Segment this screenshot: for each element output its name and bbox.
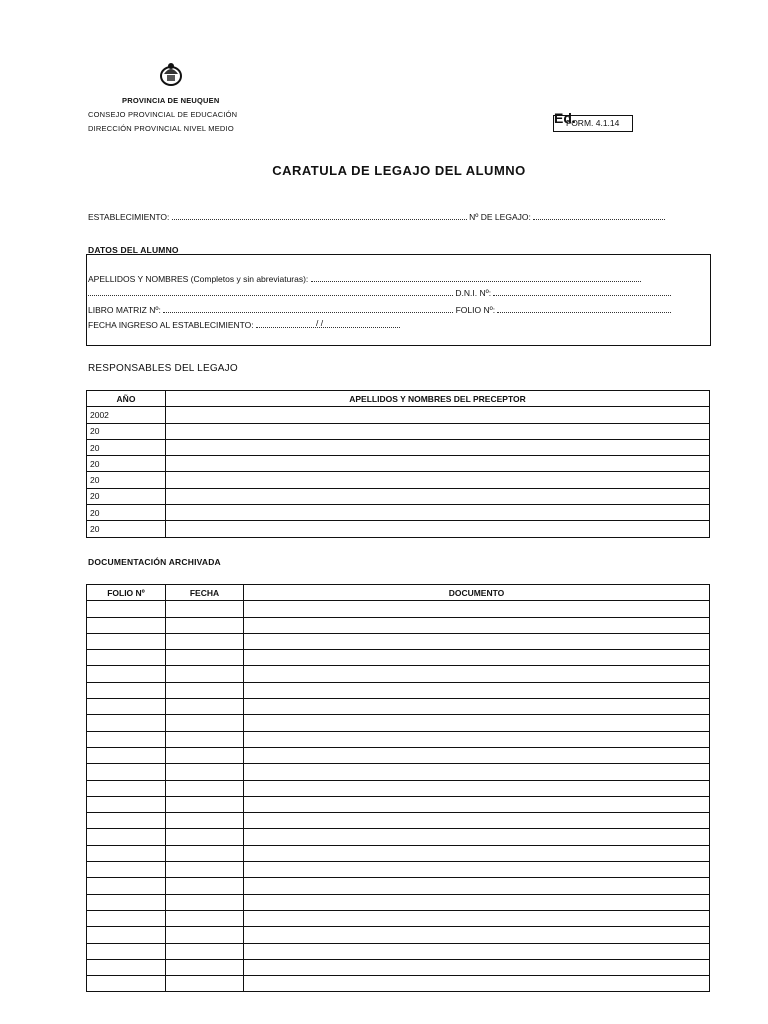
table-row xyxy=(87,633,710,649)
documentacion-table xyxy=(86,584,710,992)
table-row xyxy=(87,943,710,959)
fecha-cell[interactable] xyxy=(166,731,244,747)
folio-cell[interactable] xyxy=(87,601,166,617)
folio-cell[interactable] xyxy=(87,764,166,780)
documento-cell[interactable] xyxy=(244,976,710,992)
documento-cell[interactable] xyxy=(244,943,710,959)
folio-cell[interactable] xyxy=(87,829,166,845)
page-title: CARATULA DE LEGAJO DEL ALUMNO xyxy=(272,163,526,178)
fecha-cell[interactable] xyxy=(166,764,244,780)
folio-cell[interactable] xyxy=(87,959,166,975)
table-row xyxy=(87,601,710,617)
ano-cell[interactable]: 20 xyxy=(87,488,166,504)
fecha-cell[interactable] xyxy=(166,927,244,943)
ano-cell[interactable]: 20 xyxy=(87,423,166,439)
ano-cell[interactable]: 20 xyxy=(87,521,166,537)
documento-cell[interactable] xyxy=(244,910,710,926)
table-row xyxy=(87,747,710,763)
table-row xyxy=(87,456,710,472)
table-row xyxy=(87,845,710,861)
fecha-cell[interactable] xyxy=(166,894,244,910)
table-row xyxy=(87,796,710,812)
fecha-cell[interactable] xyxy=(166,666,244,682)
folio-cell[interactable] xyxy=(87,650,166,666)
apellidos-label: APELLIDOS Y NOMBRES (Completos y sin abreviaturas): xyxy=(88,274,309,284)
preceptor-cell[interactable] xyxy=(166,423,710,439)
documento-cell[interactable] xyxy=(244,959,710,975)
ano-cell[interactable]: 20 xyxy=(87,456,166,472)
folio-cell[interactable] xyxy=(87,780,166,796)
form-code: FORM. 4.1.14 xyxy=(566,118,620,128)
folio-cell[interactable] xyxy=(87,845,166,861)
documento-cell[interactable] xyxy=(244,780,710,796)
table-row xyxy=(87,878,710,894)
fecha-cell[interactable] xyxy=(166,796,244,812)
documento-cell[interactable] xyxy=(244,682,710,698)
fecha-cell[interactable] xyxy=(166,878,244,894)
form-code-box xyxy=(553,110,633,132)
col-fecha-header: FECHA xyxy=(166,585,244,601)
table-row xyxy=(87,472,710,488)
province-name: PROVINCIA DE NEUQUEN xyxy=(122,96,220,105)
folio-cell[interactable] xyxy=(87,878,166,894)
datos-section-label: DATOS DEL ALUMNO xyxy=(88,245,179,255)
datos-box xyxy=(86,254,711,346)
fecha-cell[interactable] xyxy=(166,845,244,861)
table-row xyxy=(87,423,710,439)
documento-cell[interactable] xyxy=(244,796,710,812)
documento-cell[interactable] xyxy=(244,617,710,633)
responsables-table xyxy=(86,390,710,538)
table-row xyxy=(87,976,710,992)
table-row xyxy=(87,862,710,878)
documento-cell[interactable] xyxy=(244,862,710,878)
folio-cell[interactable] xyxy=(87,943,166,959)
folio-label: FOLIO Nº: xyxy=(455,305,496,315)
folio-cell[interactable] xyxy=(87,862,166,878)
folio-cell[interactable] xyxy=(87,731,166,747)
fecha-cell[interactable] xyxy=(166,910,244,926)
table-row xyxy=(87,894,710,910)
documento-cell[interactable] xyxy=(244,699,710,715)
documento-cell[interactable] xyxy=(244,650,710,666)
table-row xyxy=(87,505,710,521)
documento-cell[interactable] xyxy=(244,731,710,747)
documentacion-section-label: DOCUMENTACIÓN ARCHIVADA xyxy=(88,557,221,567)
documento-cell[interactable] xyxy=(244,666,710,682)
table-row xyxy=(87,650,710,666)
fecha-cell[interactable] xyxy=(166,813,244,829)
folio-cell[interactable] xyxy=(87,927,166,943)
preceptor-cell[interactable] xyxy=(166,472,710,488)
table-header-row xyxy=(87,585,710,601)
fecha-cell[interactable] xyxy=(166,862,244,878)
establecimiento-field[interactable] xyxy=(172,212,467,220)
documento-cell[interactable] xyxy=(244,894,710,910)
fecha-field[interactable] xyxy=(256,320,400,328)
folio-cell[interactable] xyxy=(87,617,166,633)
documento-cell[interactable] xyxy=(244,845,710,861)
folio-cell[interactable] xyxy=(87,682,166,698)
fecha-cell[interactable] xyxy=(166,601,244,617)
fecha-label: FECHA INGRESO AL ESTABLECIMIENTO: xyxy=(88,320,254,330)
table-row xyxy=(87,764,710,780)
fecha-separators: / / xyxy=(316,318,324,328)
documento-cell[interactable] xyxy=(244,633,710,649)
folio-cell[interactable] xyxy=(87,976,166,992)
documento-cell[interactable] xyxy=(244,829,710,845)
fecha-cell[interactable] xyxy=(166,747,244,763)
folio-field[interactable] xyxy=(497,305,671,313)
table-row xyxy=(87,488,710,504)
fecha-cell[interactable] xyxy=(166,715,244,731)
col-ano-header: AÑO xyxy=(87,391,166,407)
libro-label: LIBRO MATRIZ Nº: xyxy=(88,305,161,315)
folio-cell[interactable] xyxy=(87,796,166,812)
fecha-cell[interactable] xyxy=(166,682,244,698)
fecha-cell[interactable] xyxy=(166,959,244,975)
legajo-field[interactable] xyxy=(533,212,665,220)
libro-field[interactable] xyxy=(163,305,453,313)
table-row xyxy=(87,927,710,943)
table-header-row xyxy=(87,391,710,407)
ano-cell[interactable]: 20 xyxy=(87,439,166,455)
table-row xyxy=(87,682,710,698)
fecha-cell[interactable] xyxy=(166,633,244,649)
apellidos-row xyxy=(88,274,641,284)
province-seal-icon xyxy=(156,60,186,88)
ano-cell[interactable]: 20 xyxy=(87,472,166,488)
folio-cell[interactable] xyxy=(87,894,166,910)
fecha-cell[interactable] xyxy=(166,943,244,959)
dni-label: D.N.I. Nº: xyxy=(455,288,492,298)
preceptor-cell[interactable] xyxy=(166,456,710,472)
col-documento-header: DOCUMENTO xyxy=(244,585,710,601)
preceptor-cell[interactable] xyxy=(166,488,710,504)
folio-cell[interactable] xyxy=(87,715,166,731)
ano-cell[interactable]: 2002 xyxy=(87,407,166,423)
col-preceptor-header: APELLIDOS Y NOMBRES DEL PRECEPTOR xyxy=(166,391,710,407)
documento-cell[interactable] xyxy=(244,764,710,780)
preceptor-cell[interactable] xyxy=(166,505,710,521)
preceptor-cell[interactable] xyxy=(166,439,710,455)
table-row xyxy=(87,715,710,731)
establecimiento-row xyxy=(88,212,665,222)
fecha-cell[interactable] xyxy=(166,780,244,796)
fecha-row xyxy=(88,320,400,330)
fecha-cell[interactable] xyxy=(166,617,244,633)
fecha-cell[interactable] xyxy=(166,829,244,845)
table-row xyxy=(87,731,710,747)
folio-cell[interactable] xyxy=(87,699,166,715)
table-row xyxy=(87,617,710,633)
folio-cell[interactable] xyxy=(87,813,166,829)
documento-cell[interactable] xyxy=(244,715,710,731)
legajo-label: Nº DE LEGAJO: xyxy=(469,212,531,222)
preceptor-cell[interactable] xyxy=(166,407,710,423)
documento-cell[interactable] xyxy=(244,601,710,617)
fecha-cell[interactable] xyxy=(166,976,244,992)
fecha-cell[interactable] xyxy=(166,650,244,666)
libro-row xyxy=(88,305,671,315)
documento-cell[interactable] xyxy=(244,878,710,894)
table-row xyxy=(87,959,710,975)
apellidos-field-cont[interactable] xyxy=(88,288,453,296)
folio-cell[interactable] xyxy=(87,910,166,926)
establecimiento-label: ESTABLECIMIENTO: xyxy=(88,212,170,222)
col-folio-header: FOLIO Nº xyxy=(87,585,166,601)
folio-cell[interactable] xyxy=(87,666,166,682)
table-row xyxy=(87,666,710,682)
table-row xyxy=(87,521,710,537)
table-row xyxy=(87,699,710,715)
form-edition: Ed. xyxy=(554,110,576,126)
table-row xyxy=(87,910,710,926)
table-row xyxy=(87,439,710,455)
table-row xyxy=(87,780,710,796)
table-row xyxy=(87,407,710,423)
documento-cell[interactable] xyxy=(244,927,710,943)
documento-cell[interactable] xyxy=(244,813,710,829)
folio-cell[interactable] xyxy=(87,633,166,649)
dni-row xyxy=(88,288,671,298)
documento-cell[interactable] xyxy=(244,747,710,763)
dni-field[interactable] xyxy=(493,288,671,296)
direccion-name: DIRECCIÓN PROVINCIAL NIVEL MEDIO xyxy=(88,124,234,133)
fecha-cell[interactable] xyxy=(166,699,244,715)
responsables-section-label: RESPONSABLES DEL LEGAJO xyxy=(88,363,238,374)
ano-cell[interactable]: 20 xyxy=(87,505,166,521)
preceptor-cell[interactable] xyxy=(166,521,710,537)
consejo-name: CONSEJO PROVINCIAL DE EDUCACIÓN xyxy=(88,110,238,119)
folio-cell[interactable] xyxy=(87,747,166,763)
table-row xyxy=(87,813,710,829)
apellidos-field[interactable] xyxy=(311,274,641,282)
table-row xyxy=(87,829,710,845)
